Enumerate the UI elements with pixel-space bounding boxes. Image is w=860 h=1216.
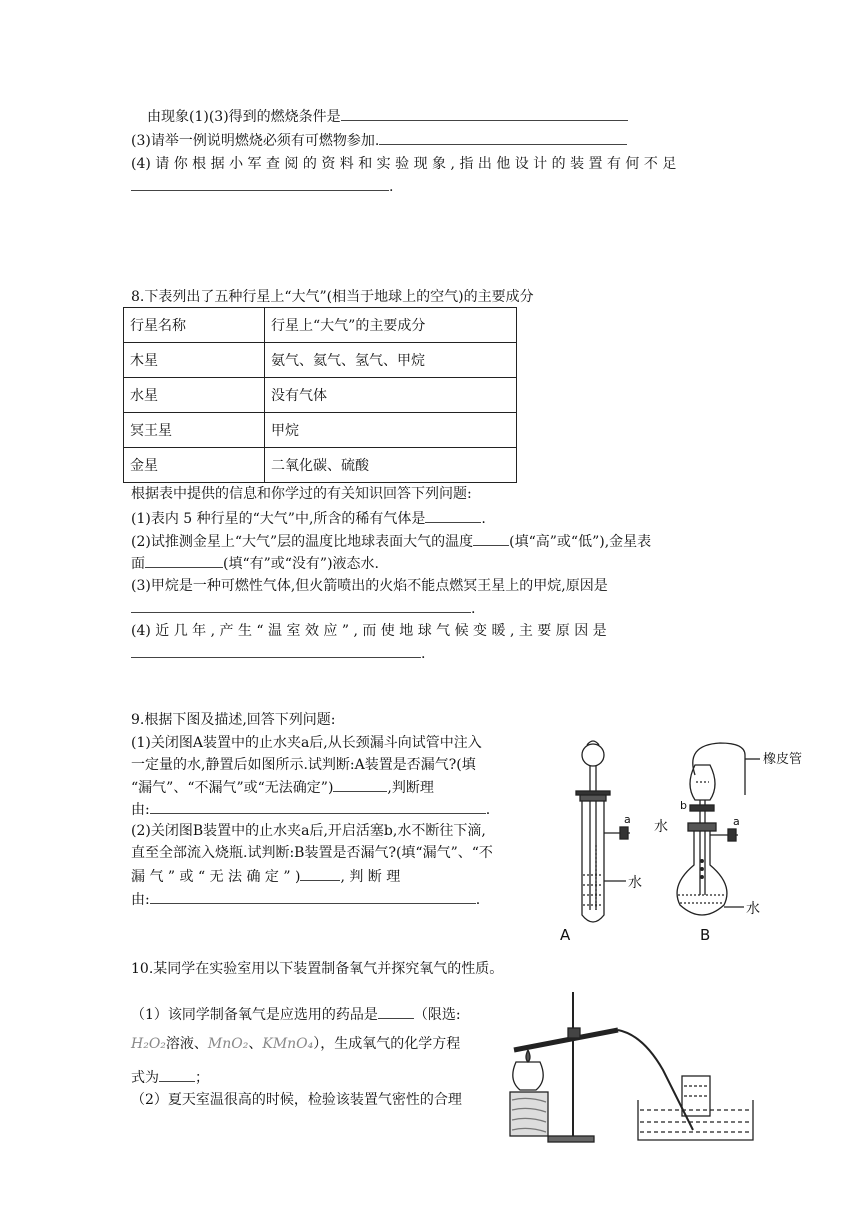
- table-cell: 水星: [124, 378, 265, 413]
- water-label-top: 水: [654, 819, 668, 835]
- table-row: [124, 378, 517, 413]
- answer-blank: [473, 531, 509, 546]
- table-cell: 甲烷: [265, 413, 517, 448]
- answer-blank: [378, 1004, 414, 1019]
- funnel-bulb: [582, 744, 604, 766]
- q7-line2: (3)请举一例说明燃烧必须有可燃物参加.: [131, 130, 627, 151]
- stand-base: [548, 1136, 594, 1142]
- q9-l6: 直至全部流入烧瓶.试判断:B装置是否漏气?(填“漏气”、“不: [131, 845, 493, 861]
- answer-blank: [131, 643, 421, 658]
- q7-line3: (4) 请 你 根 据 小 军 查 阅 的 资 料 和 实 验 现 象 , 指 出 他 设 计 的 装 置 有 何 不 足: [131, 156, 677, 172]
- apparatus-b: [677, 743, 760, 915]
- answer-blank: [145, 553, 223, 568]
- alcohol-lamp: [513, 1062, 543, 1090]
- figure-label-a: A: [560, 926, 571, 944]
- leak-test-figure: [530, 735, 830, 945]
- test-tube: [582, 801, 604, 922]
- q10-l2: H₂O₂溶液、MnO₂、KMnO₄），生成氧气的化学方程: [131, 1036, 461, 1052]
- q9-l1: (1)关闭图A装置中的止水夹a后,从长颈漏斗向试管中注入: [131, 735, 482, 751]
- clamp-a-b: [728, 829, 736, 841]
- test-tube-heated: [514, 1030, 618, 1050]
- table-cell: 木星: [124, 343, 265, 378]
- q10-title: 10.某同学在实验室用以下装置制备氧气并探究氧气的性质。: [131, 961, 504, 977]
- table-header-cell: 行星名称: [124, 308, 265, 343]
- table-cell: 冥王星: [124, 413, 265, 448]
- q8-q2-cont: 面 (填“有”或“没有”)液态水.: [131, 553, 379, 574]
- water-label-bottom: 水: [746, 901, 760, 917]
- apparatus-a: [576, 741, 630, 922]
- q9-l7: 漏 气 ” 或 “ 无 法 确 定 ” ) , 判 断 理: [131, 866, 400, 887]
- answer-blank: [150, 799, 486, 814]
- planet-atmosphere-table: [123, 307, 517, 483]
- table-row: [124, 343, 517, 378]
- rubber-tube: [693, 743, 745, 775]
- answer-blank: [425, 508, 481, 523]
- table-cell: 二氧化碳、硫酸: [265, 448, 517, 483]
- clamp-a: [620, 827, 628, 839]
- clip-label-a: a: [624, 813, 631, 826]
- answer-blank: [131, 598, 471, 613]
- q8-q3-cont: .: [131, 598, 475, 619]
- water-trough: [638, 1100, 753, 1140]
- q9-l2: 一定量的水,静置后如图所示.试判断:A装置是否漏气?(填: [131, 757, 476, 773]
- answer-blank: [131, 176, 389, 191]
- q8-intro: 根据表中提供的信息和你学过的有关知识回答下列问题:: [131, 486, 472, 502]
- q7-line1: 由现象(1)(3)得到的燃烧条件是: [147, 106, 628, 127]
- table-cell: 金星: [124, 448, 265, 483]
- table-header-row: [124, 308, 517, 343]
- answer-blank: [300, 866, 340, 881]
- answer-blank: [333, 777, 387, 792]
- figure-label-b: B: [700, 926, 711, 944]
- answer-blank: [379, 130, 627, 145]
- oxygen-apparatus-figure: [498, 990, 758, 1148]
- table-row: [124, 413, 517, 448]
- answer-blank: [341, 106, 628, 121]
- answer-blank: [159, 1067, 195, 1082]
- q10-l1: （1）该同学制备氧气是应选用的药品是 （限选:: [131, 1004, 461, 1025]
- table-cell: 没有气体: [265, 378, 517, 413]
- q8-q4-cont: .: [131, 643, 425, 664]
- q9-l3: “漏气”、“不漏气”或“无法确定”) ,判断理: [131, 777, 434, 798]
- rubber-tube-label: 橡皮管: [763, 752, 803, 767]
- q8-title: 8.下表列出了五种行星上“大气”(相当于地球上的空气)的主要成分: [131, 289, 534, 305]
- valve-b: [690, 805, 714, 811]
- answer-blank: [150, 889, 476, 904]
- q9-l5: (2)关闭图B装置中的止水夹a后,开启活塞b,水不断往下滴,: [131, 823, 486, 839]
- clamp: [568, 1028, 580, 1038]
- q10-l4: （2）夏天室温很高的时候，检验该装置气密性的合理: [131, 1092, 462, 1108]
- q8-q3: (3)甲烷是一种可燃性气体,但火箭喷出的火焰不能点燃冥王星上的甲烷,原因是: [131, 578, 608, 594]
- valve-label-b: b: [680, 799, 687, 812]
- q8-q2: (2)试推测金星上“大气”层的温度比地球表面大气的温度 (填“高”或“低”),金星表: [131, 531, 651, 552]
- table-row: [124, 448, 517, 483]
- water-label: 水: [628, 875, 642, 891]
- q9-l4: 由: .: [131, 799, 490, 820]
- q9-title: 9.根据下图及描述,回答下列问题:: [131, 712, 336, 728]
- q9-l8: 由: .: [131, 889, 480, 910]
- q8-q4: (4) 近 几 年 , 产 生 “ 温 室 效 应 ” , 而 使 地 球 气 候 变 暖 , 主 要 原 因 是: [131, 623, 607, 639]
- table-header-cell: 行星上“大气”的主要成分: [265, 308, 517, 343]
- q8-q1: (1)表内 5 种行星的“大气”中,所含的稀有气体是 .: [131, 508, 486, 529]
- q7-line4: .: [131, 176, 393, 197]
- clip-label-a-b: a: [733, 815, 740, 828]
- table-cell: 氨气、氦气、氢气、甲烷: [265, 343, 517, 378]
- q10-l3: 式为 ；: [131, 1067, 209, 1088]
